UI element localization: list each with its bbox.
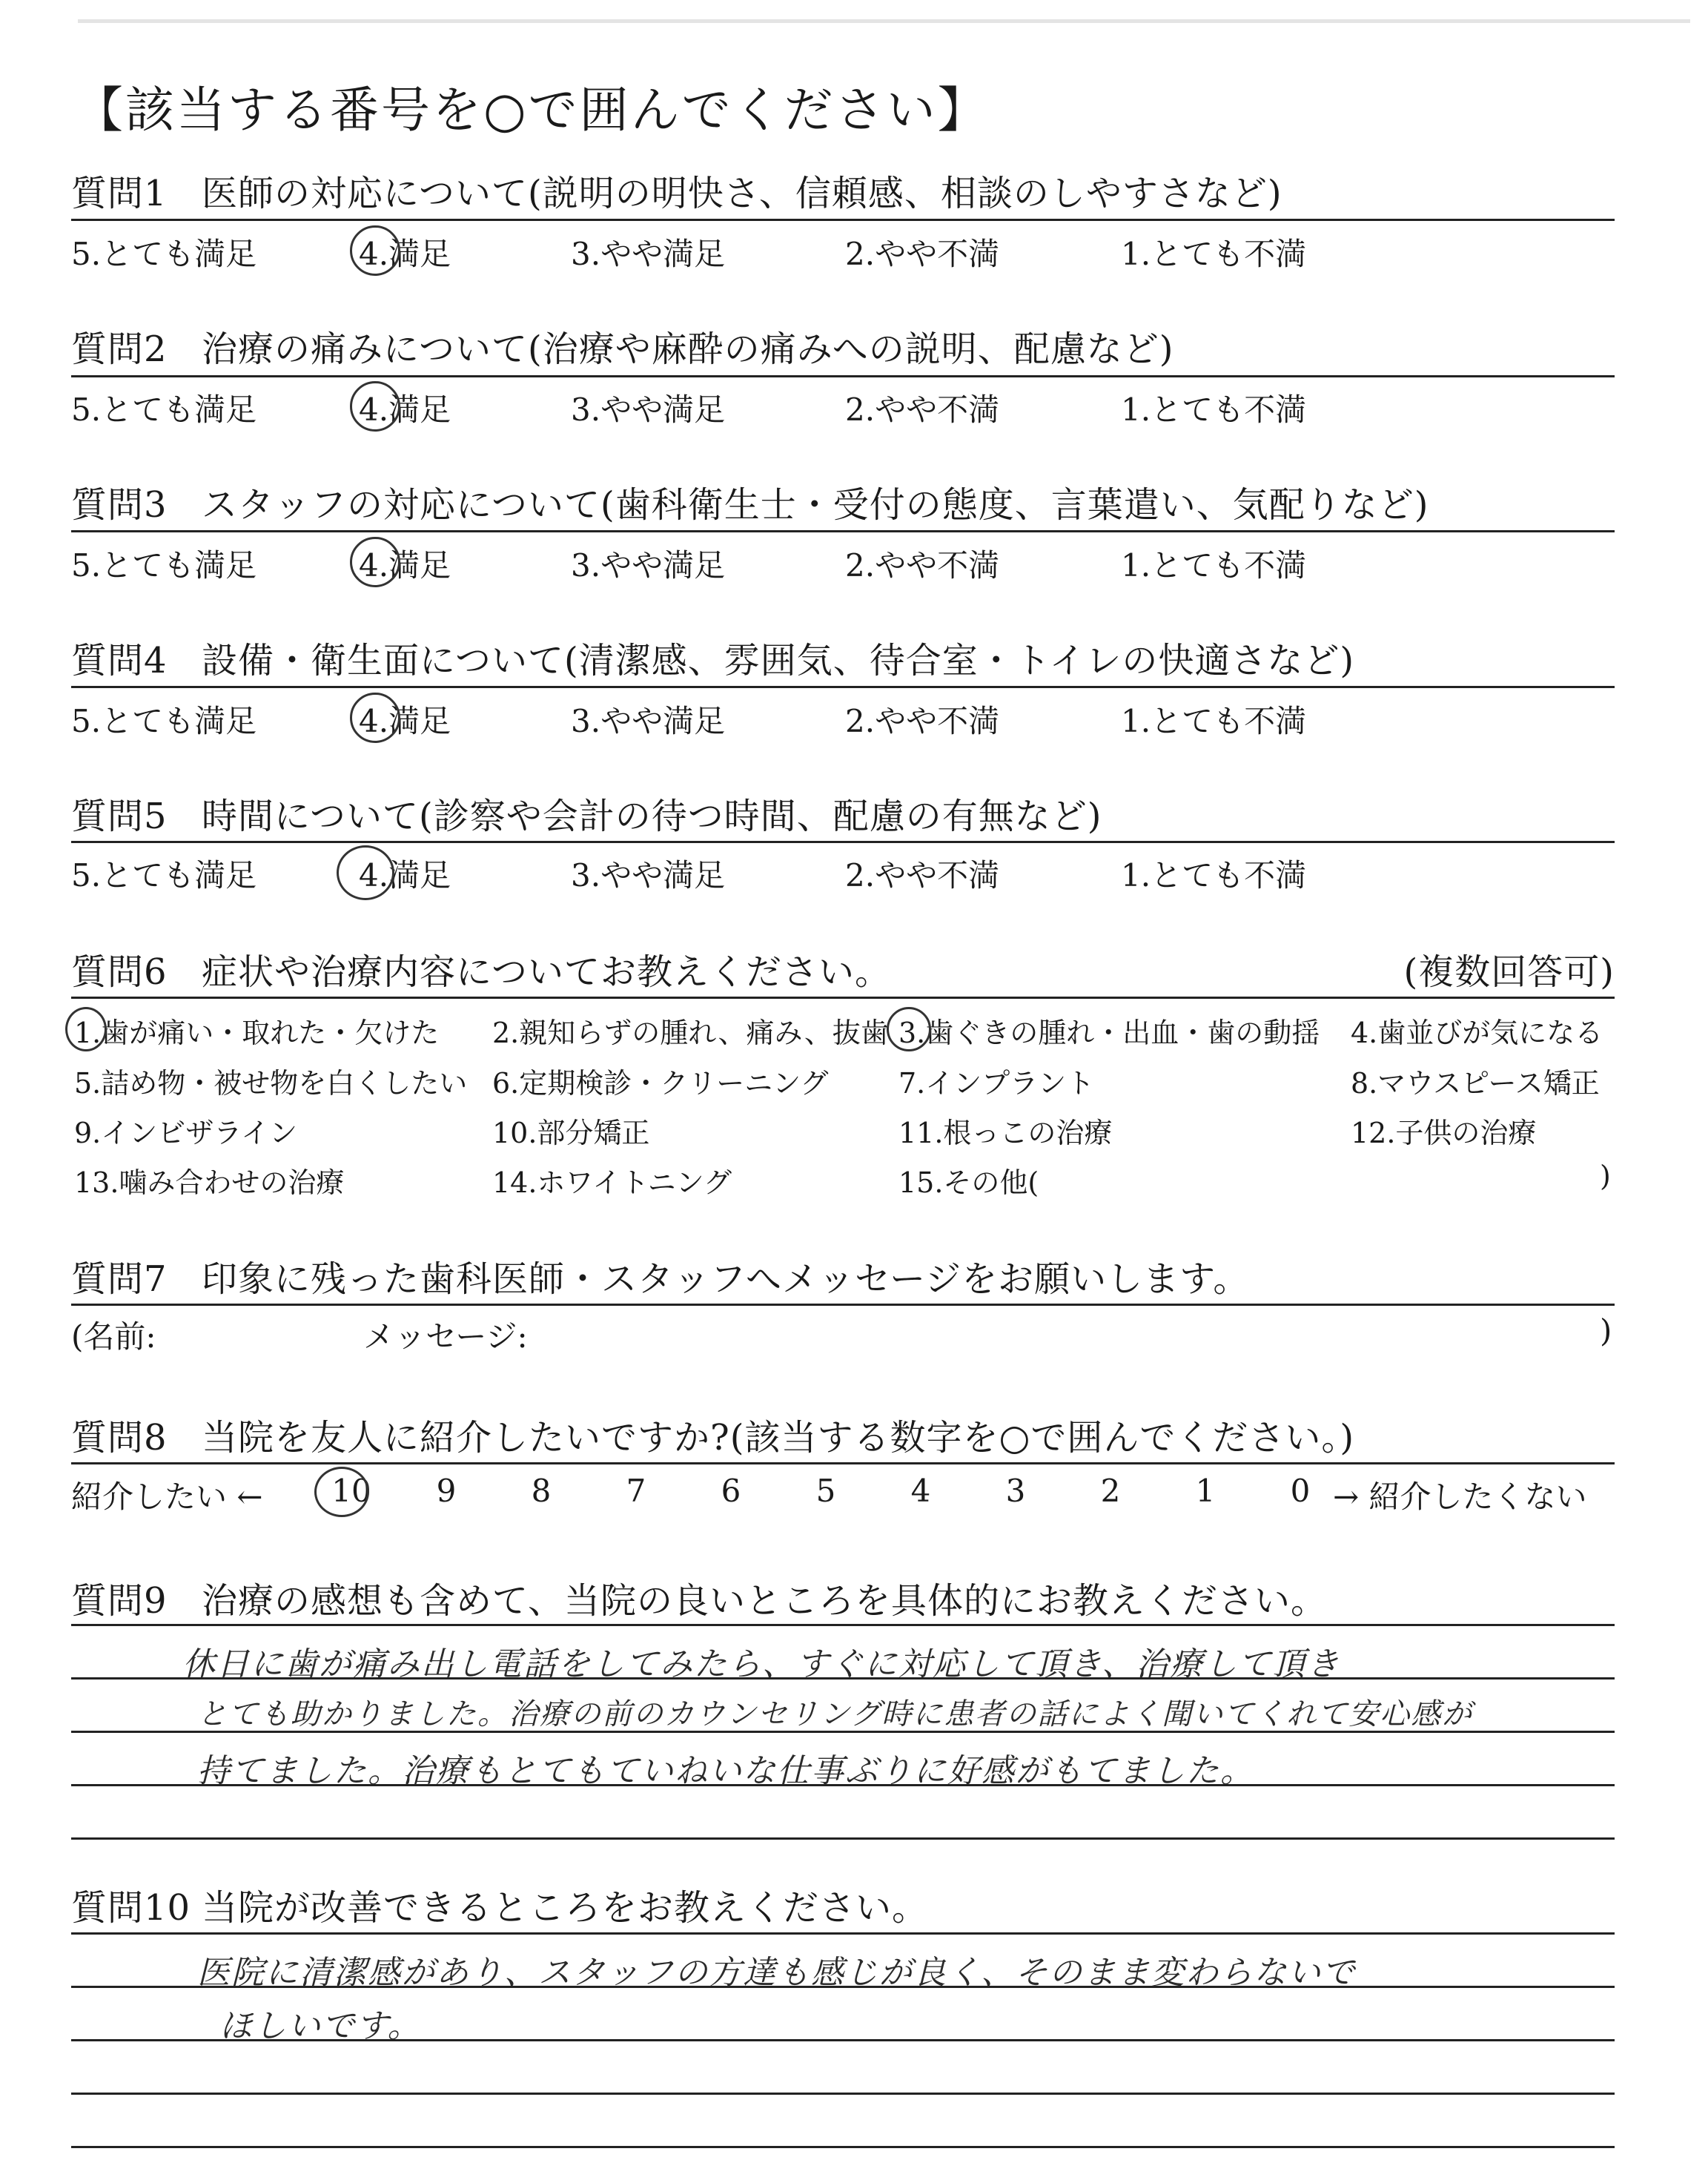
q6-option-12[interactable]: 12.子供の治療 [1351,1117,1537,1149]
q6-multiple-note: (複数回答可) [1403,951,1615,993]
q8-number: 質問8 [71,1417,168,1459]
q2-option-1[interactable]: 1.とても不満 [1121,392,1307,428]
q6-option-3-circle [887,1007,931,1051]
q6-option-4[interactable]: 4.歯並びが気になる [1351,1017,1603,1049]
q10-answer-line-2: ほしいです。 [219,2007,422,2045]
q9-number: 質問9 [71,1580,168,1622]
q8-score-3[interactable]: 3 [1005,1473,1026,1509]
q8-title: 当院を友人に紹介したいですか?(該当する数字を○で囲んでください。) [202,1417,1355,1459]
q2-title: 治療の痛みについて(治療や麻酔の痛みへの説明、配慮など) [202,328,1174,370]
q3-option-5[interactable]: 5.とても満足 [71,547,257,584]
q5-option-2[interactable]: 2.やや不満 [845,857,1000,894]
q6-option-15[interactable]: 15.その他( [898,1166,1039,1199]
q9-heading [71,1572,1327,1623]
q7-close: ) [1600,1312,1612,1349]
q6-option-13[interactable]: 13.噛み合わせの治療 [74,1166,345,1199]
q6-option-2[interactable]: 2.親知らずの腫れ、痛み、抜歯 [492,1017,889,1049]
q1-number: 質問1 [71,173,168,214]
q1-option-2[interactable]: 2.やや不満 [845,236,1000,272]
q4-title: 設備・衛生面について(清潔感、雰囲気、待合室・トイレの快適さなど) [202,640,1355,681]
q8-score-2[interactable]: 2 [1100,1473,1121,1509]
q1-option-1[interactable]: 1.とても不満 [1121,236,1307,272]
q6-option-11[interactable]: 11.根っこの治療 [898,1117,1113,1149]
top-border [78,19,1690,23]
q4-option-4[interactable]: 4.満足 [359,703,451,739]
q6-rule [71,997,1615,999]
q2-selected-circle [350,381,400,432]
q3-selected-circle [350,537,400,587]
q4-option-1[interactable]: 1.とても不満 [1121,703,1307,739]
q10-line-5 [71,2146,1615,2148]
q4-heading [71,632,1354,683]
q6-option-5[interactable]: 5.詰め物・被せ物を白くしたい [74,1067,468,1100]
q8-score-0[interactable]: 0 [1290,1473,1311,1509]
q4-option-3[interactable]: 3.やや満足 [571,703,726,739]
q7-name-label: (名前: [71,1318,156,1355]
q2-option-2[interactable]: 2.やや不満 [845,392,1000,428]
q3-heading [71,476,1429,527]
q8-score-7[interactable]: 7 [626,1473,646,1509]
q5-option-5[interactable]: 5.とても満足 [71,857,257,894]
q5-selected-circle [337,845,394,900]
q3-rule [71,530,1615,532]
q6-option-1-circle [65,1007,107,1051]
q4-selected-circle [350,693,400,743]
q10-number: 質問10 [71,1887,191,1929]
q8-right-label: → 紹介したくない [1333,1479,1587,1515]
q5-title: 時間について(診察や会計の待つ時間、配慮の有無など) [202,796,1102,837]
q2-option-5[interactable]: 5.とても満足 [71,392,257,428]
q6-option-7[interactable]: 7.インプラント [898,1067,1095,1100]
q8-heading [71,1409,1354,1460]
q3-option-2[interactable]: 2.やや不満 [845,547,1000,584]
q8-rule [71,1462,1615,1464]
q8-score-4[interactable]: 4 [910,1473,931,1509]
q8-score-8[interactable]: 8 [531,1473,552,1509]
q7-message-label: メッセージ: [363,1318,528,1355]
q8-score-10[interactable]: 10 [331,1473,371,1509]
q2-heading [71,320,1174,371]
q9-answer-line-1: 休日に歯が痛み出し電話をしてみたら、すぐに対応して頂き、治療して頂き [182,1645,1341,1683]
q1-title: 医師の対応について(説明の明快さ、信頼感、相談のしやすさなど) [202,173,1282,214]
q10-answer-area[interactable] [71,1932,1615,2147]
q8-score-6[interactable]: 6 [721,1473,741,1509]
q8-selected-circle [314,1467,369,1517]
q5-rule [71,841,1615,843]
q9-line-5 [71,1837,1615,1840]
q9-line-1 [71,1624,1615,1626]
q2-option-3[interactable]: 3.やや満足 [571,392,726,428]
q10-line-4 [71,2093,1615,2095]
q3-number: 質問3 [71,484,168,526]
q5-option-4[interactable]: 4.満足 [359,857,451,894]
q10-heading [71,1879,928,1930]
q2-rule [71,375,1615,377]
q6-heading [71,943,1615,994]
q6-option-8[interactable]: 8.マウスピース矯正 [1351,1067,1600,1100]
q8-score-1[interactable]: 1 [1195,1473,1216,1509]
q1-heading [71,165,1282,216]
q6-option-10[interactable]: 10.部分矯正 [492,1117,650,1149]
q7-number: 質問7 [71,1258,168,1300]
q7-title: 印象に残った歯科医師・スタッフへメッセージをお願いします。 [202,1258,1250,1300]
q9-answer-area[interactable] [71,1624,1615,1846]
q1-selected-circle [350,225,400,276]
q5-option-1[interactable]: 1.とても不満 [1121,857,1307,894]
q6-option-3[interactable]: 3.歯ぐきの腫れ・出血・歯の動揺 [898,1017,1320,1049]
q1-option-4[interactable]: 4.満足 [359,236,451,272]
q9-answer-line-2: とても助かりました。治療の前のカウンセリング時に患者の話によく聞いてくれて安心感が [197,1697,1474,1731]
q8-scale [304,1473,1348,1509]
q9-answer-line-3: 持てました。治療もとてもていねいな仕事ぶりに好感がもてました。 [197,1752,1254,1790]
q6-title: 症状や治療内容についてお教えください。 [202,951,892,993]
q2-option-4[interactable]: 4.満足 [359,392,451,428]
q5-number: 質問5 [71,796,168,837]
q6-number: 質問6 [71,951,168,993]
q10-answer-line-1: 医院に清潔感があり、スタッフの方達も感じが良く、そのまま変わらないで [197,1954,1357,1992]
q6-option-9[interactable]: 9.インビザライン [74,1117,298,1149]
q3-option-1[interactable]: 1.とても不満 [1121,547,1307,584]
q6-other-close: ) [1600,1160,1611,1192]
q3-title: スタッフの対応について(歯科衛生士・受付の態度、言葉遣い、気配りなど) [202,484,1429,526]
q3-option-3[interactable]: 3.やや満足 [571,547,726,584]
q7-rule [71,1304,1615,1306]
q3-option-4[interactable]: 4.満足 [359,547,451,584]
q4-number: 質問4 [71,640,168,681]
q4-option-2[interactable]: 2.やや不満 [845,703,1000,739]
q4-option-5[interactable]: 5.とても満足 [71,703,257,739]
q6-option-14[interactable]: 14.ホワイトニング [492,1166,732,1199]
q8-left-label: 紹介したい ← [71,1479,263,1515]
q10-line-1 [71,1932,1615,1935]
q5-option-3[interactable]: 3.やや満足 [571,857,726,894]
page-title: 【該当する番号を○で囲んでください】 [74,82,989,139]
q2-number: 質問2 [71,328,168,370]
q1-option-5[interactable]: 5.とても満足 [71,236,257,272]
q9-title: 治療の感想も含めて、当院の良いところを具体的にお教えください。 [202,1580,1328,1622]
q8-score-5[interactable]: 5 [815,1473,836,1509]
q8-score-9[interactable]: 9 [436,1473,457,1509]
q6-option-1[interactable]: 1.歯が痛い・取れた・欠けた [74,1017,440,1049]
q1-option-3[interactable]: 3.やや満足 [571,236,726,272]
q6-option-6[interactable]: 6.定期検診・クリーニング [492,1067,829,1100]
q7-heading [71,1250,1249,1301]
q1-rule [71,219,1615,221]
q10-title: 当院が改善できるところをお教えください。 [202,1887,929,1929]
q4-rule [71,686,1615,688]
q5-heading [71,787,1102,839]
